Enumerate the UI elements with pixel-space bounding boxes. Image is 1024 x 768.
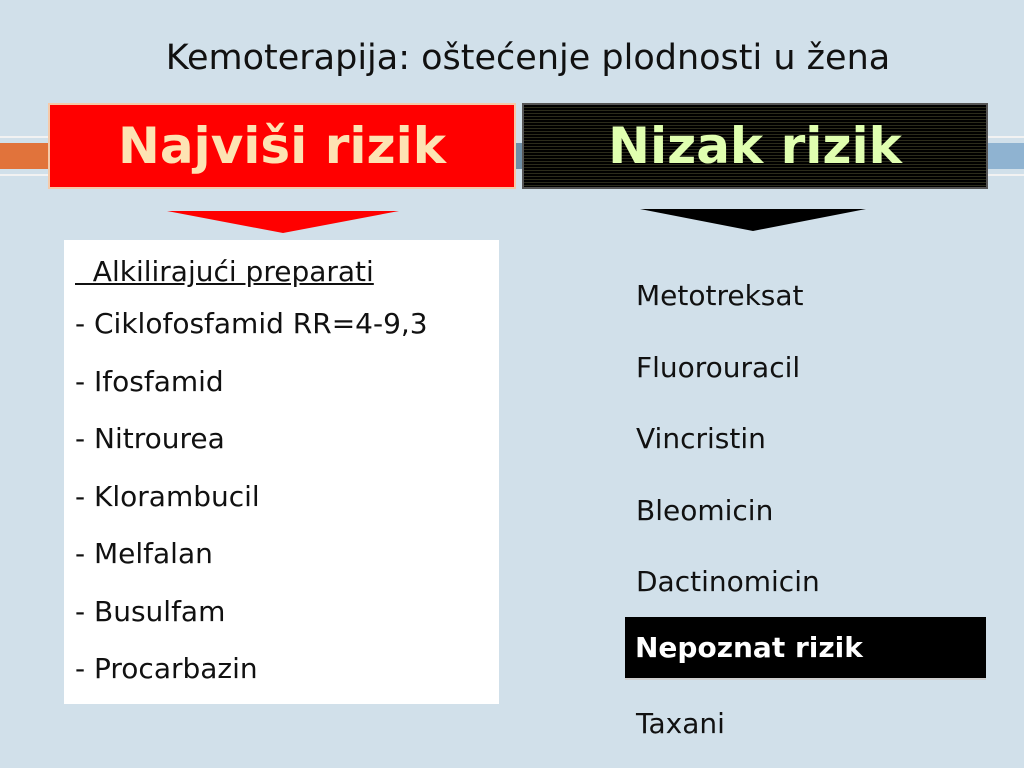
low-risk-item: Fluorouracil [636, 350, 801, 384]
decor-band-right [988, 143, 1024, 169]
decor-band-left [0, 143, 50, 169]
high-risk-item: - Procarbazin [75, 652, 258, 685]
low-risk-item: Dactinomicin [636, 565, 820, 599]
high-risk-item: - Melfalan [75, 537, 213, 570]
high-risk-item: - Klorambucil [75, 479, 260, 513]
low-risk-item: Bleomicin [636, 493, 774, 527]
low-risk-header: Nizak rizik [522, 103, 988, 189]
unknown-risk-label: Nepoznat rizik [625, 617, 986, 680]
low-risk-list [636, 276, 986, 634]
decor-line [988, 174, 1024, 176]
high-risk-list [64, 240, 499, 704]
low-risk-item: Metotreksat [636, 279, 804, 312]
high-risk-header: Najviši rizik [48, 103, 516, 189]
decor-line [0, 136, 50, 138]
slide-title: Kemoterapija: oštećenje plodnosti u žena [165, 38, 891, 78]
high-risk-list-heading: Alkilirajući preparati [75, 255, 374, 288]
high-risk-item: - Ciklofosfamid RR=4-9,3 [75, 307, 428, 340]
high-risk-item: - Busulfam [75, 594, 226, 628]
decor-line [988, 136, 1024, 138]
down-arrow-red-icon [167, 211, 399, 233]
high-risk-item: - Ifosfamid [75, 364, 224, 398]
high-risk-item: - Nitrourea [75, 422, 225, 455]
decor-line [0, 174, 50, 176]
down-arrow-black-icon [640, 209, 866, 231]
low-risk-item: Vincristin [636, 422, 766, 456]
unknown-risk-item: Taxani [636, 707, 725, 740]
